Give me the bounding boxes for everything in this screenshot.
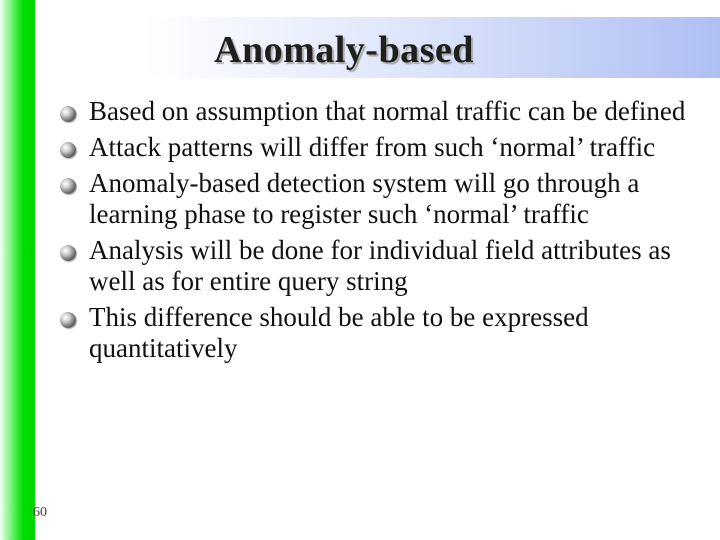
bullet-item — [58, 235, 698, 297]
bullet-text: This difference should be able to be expressed quantitatively — [89, 302, 589, 363]
sphere-bullet-icon — [60, 142, 76, 158]
sphere-bullet-icon — [60, 178, 76, 194]
bullet-list — [58, 96, 698, 369]
bullet-item — [58, 132, 698, 163]
bullet-text: Based on assumption that normal traffic can be defined — [89, 96, 686, 126]
page-number: 60 — [33, 505, 47, 520]
bullet-text: Analysis will be done for individual field attributes as well as for entire query string — [89, 235, 671, 296]
sphere-bullet-icon — [60, 312, 76, 328]
sphere-bullet-icon — [60, 106, 76, 122]
slide-title: Anomaly-based — [214, 29, 474, 71]
bullet-item — [58, 302, 698, 364]
sphere-bullet-icon — [60, 245, 76, 261]
bullet-text: Anomaly-based detection system will go through a learning phase to register such ‘normal’ traffic — [89, 168, 640, 229]
bullet-item — [58, 96, 698, 127]
bullet-text: Attack patterns will differ from such ‘normal’ traffic — [89, 132, 656, 162]
accent-side-bar — [0, 0, 35, 540]
bullet-item — [58, 168, 698, 230]
